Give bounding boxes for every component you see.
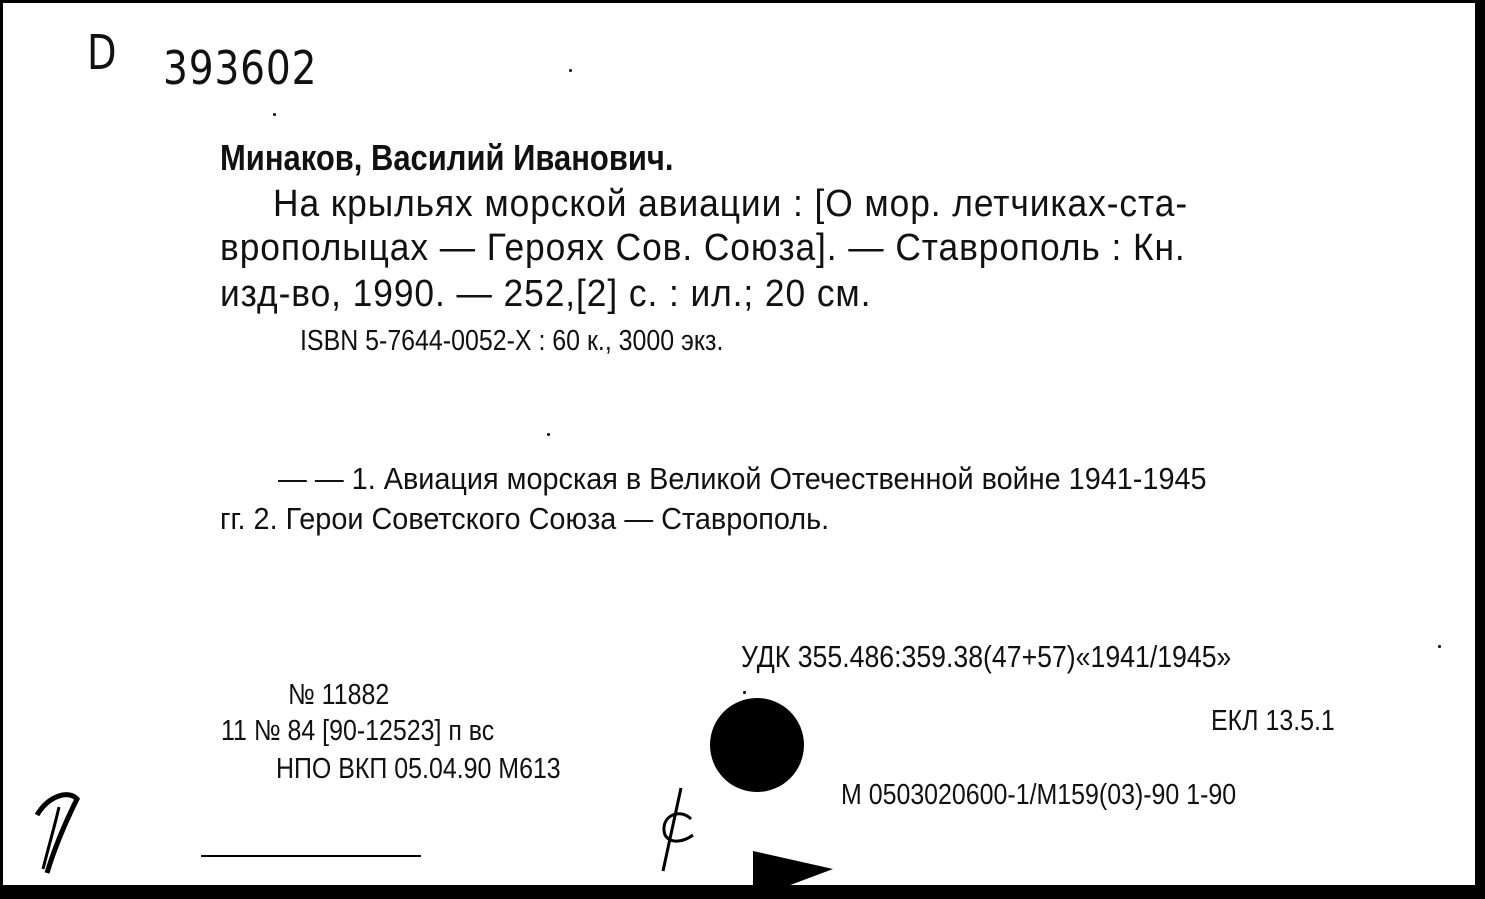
m-code: М 0503020600-1/М159(03)-90 1-90 — [841, 779, 1237, 811]
catalog-prefix: D — [87, 25, 117, 81]
handwritten-mark-icon — [29, 785, 89, 880]
card-number: № 11882 — [288, 679, 390, 711]
catalog-number: 393602 — [163, 41, 318, 95]
title-line-2: врополыцах — Героях Сов. Союза]. — Ставрополь : Кн. — [220, 227, 1186, 269]
author-heading: Минаков, Василий Иванович. — [220, 137, 674, 178]
isbn-line: ISBN 5-7644-0052-X : 60 к., 3000 экз. — [300, 325, 724, 357]
handwritten-cent-icon — [651, 783, 701, 878]
title-line-1: На крыльях морской авиации : [О мор. летчиках-ста- — [273, 183, 1189, 225]
order-line: 11 № 84 [90-12523] п вс — [221, 715, 495, 747]
npo-line: НПО ВКП 05.04.90 М613 — [276, 753, 561, 785]
subject-line-2: гг. 2. Герои Советского Союза — Ставрополь. — [220, 501, 830, 536]
bottom-rule — [201, 855, 421, 857]
title-line-3: изд-во, 1990. — 252,[2] с. : ил.; 20 см. — [220, 273, 872, 315]
corner-mark — [753, 851, 833, 899]
subject-line-1: — — 1. Авиация морская в Великой Отечественной войне 1941-1945 — [278, 461, 1207, 496]
punch-hole-mark — [710, 698, 804, 792]
ekl-code: ЕКЛ 13.5.1 — [1211, 705, 1335, 737]
udk-code: УДК 355.486:359.38(47+57)«1941/1945» — [741, 639, 1232, 674]
bottom-rule-right — [1278, 885, 1358, 887]
